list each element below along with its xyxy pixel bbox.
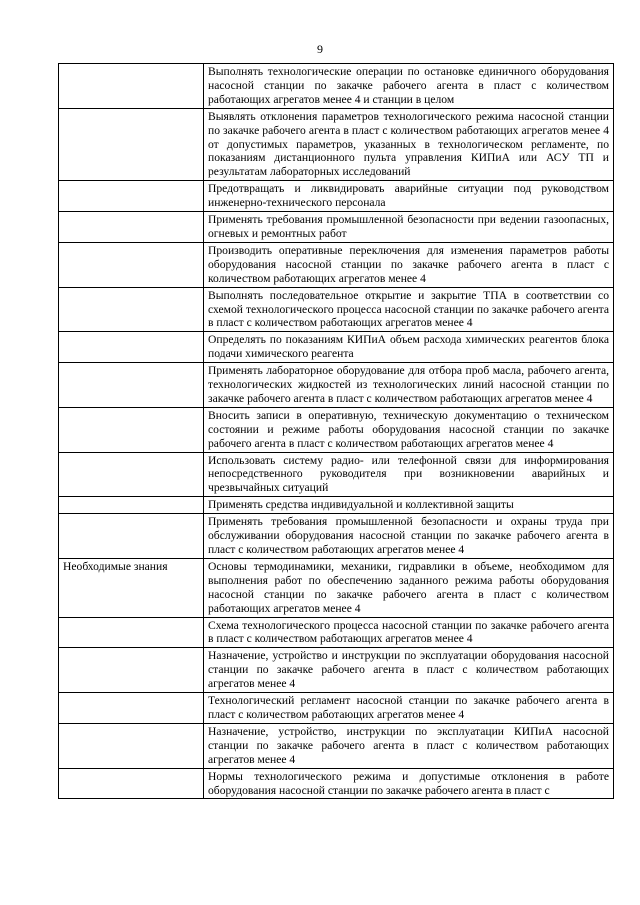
label-cell: [59, 514, 204, 559]
label-cell: [59, 768, 204, 799]
text-cell: Применять требования промышленной безопасности и охраны труда при обслуживании оборудования насосной станции по закачке рабочего агента в пласт с количеством работающих агрегатов менее 4: [204, 514, 614, 559]
label-cell: [59, 693, 204, 724]
label-cell: [59, 497, 204, 514]
label-cell: [59, 452, 204, 497]
page-number: 9: [317, 42, 323, 56]
table-row: [59, 181, 614, 212]
skills-knowledge-table: [58, 63, 614, 799]
text-cell: Выполнять технологические операции по остановке единичного оборудования насосной станции по закачке рабочего агента в пласт с количеством работающих агрегатов менее 4 и станции в целом: [204, 64, 614, 109]
table-row: [59, 407, 614, 452]
table-row: [59, 64, 614, 109]
table-row: [59, 558, 614, 617]
label-cell: [59, 723, 204, 768]
table-row: [59, 648, 614, 693]
text-cell: Назначение, устройство, инструкции по эксплуатации КИПиА насосной станции по закачке рабочего агента в пласт с количеством работающих агрегатов менее 4: [204, 723, 614, 768]
table-row: [59, 497, 614, 514]
table-row: [59, 452, 614, 497]
text-cell: Выявлять отклонения параметров технологического режима насосной станции по закачке рабочего агента в пласт с количеством работающих агрегатов менее 4 от допустимых параметров, указанных в технологическом регламенте, по показаниям дистанционного пульта управления КИПиА или АСУ ТП и результатам лабораторных исследований: [204, 108, 614, 181]
label-cell: [59, 181, 204, 212]
table-row: [59, 723, 614, 768]
table-row: [59, 768, 614, 799]
text-cell: Нормы технологического режима и допустимые отклонения в работе оборудования насосной станции по закачке рабочего агента в пласт с: [204, 768, 614, 799]
text-cell: Вносить записи в оперативную, техническую документацию о техническом состоянии и режиме работы оборудования насосной станции по закачке рабочего агента в пласт с количеством работающих агрегатов менее 4: [204, 407, 614, 452]
text-cell: Использовать систему радио- или телефонной связи для информирования непосредственного руководителя при возникновении аварийных и чрезвычайных ситуаций: [204, 452, 614, 497]
label-cell: [59, 242, 204, 287]
table-row: [59, 287, 614, 332]
label-cell: [59, 108, 204, 181]
text-cell: Выполнять последовательное открытие и закрытие ТПА в соответствии со схемой технологического процесса насосной станции по закачке рабочего агента в пласт с количеством работающих агрегатов менее 4: [204, 287, 614, 332]
table-row: [59, 514, 614, 559]
text-cell: Основы термодинамики, механики, гидравлики в объеме, необходимом для выполнения работ по обеспечению заданного режима работы оборудования насосной станции по закачке рабочего агента в пласт с количеством работающих агрегатов менее 4: [204, 558, 614, 617]
label-cell: [59, 212, 204, 243]
table-row: [59, 212, 614, 243]
text-cell: Технологический регламент насосной станции по закачке рабочего агента в пласт с количеством работающих агрегатов менее 4: [204, 693, 614, 724]
label-cell: [59, 64, 204, 109]
table-row: [59, 617, 614, 648]
table-row: [59, 108, 614, 181]
label-cell: [59, 617, 204, 648]
text-cell: Определять по показаниям КИПиА объем расхода химических реагентов блока подачи химического реагента: [204, 332, 614, 363]
text-cell: Схема технологического процесса насосной станции по закачке рабочего агента в пласт с количеством работающих агрегатов менее 4: [204, 617, 614, 648]
label-cell: [59, 407, 204, 452]
text-cell: Применять лабораторное оборудование для отбора проб масла, рабочего агента, технологических жидкостей из технологических линий насосной станции по закачке рабочего агента в пласт с количеством работающих агрегатов менее 4: [204, 363, 614, 408]
label-cell: [59, 648, 204, 693]
text-cell: Назначение, устройство и инструкции по эксплуатации оборудования насосной станции по закачке рабочего агента в пласт с количеством работающих агрегатов менее 4: [204, 648, 614, 693]
label-cell: [59, 287, 204, 332]
text-cell: Предотвращать и ликвидировать аварийные ситуации под руководством инженерно-технического персонала: [204, 181, 614, 212]
table-row: [59, 332, 614, 363]
text-cell: Применять требования промышленной безопасности при ведении газоопасных, огневых и ремонтных работ: [204, 212, 614, 243]
table-row: [59, 693, 614, 724]
label-cell: [59, 332, 204, 363]
table-row: [59, 242, 614, 287]
text-cell: Производить оперативные переключения для изменения параметров работы оборудования насосной станции по закачке рабочего агента в пласт с количеством работающих агрегатов менее 4: [204, 242, 614, 287]
table-row: [59, 363, 614, 408]
section-label-knowledge: Необходимые знания: [59, 558, 204, 617]
text-cell: Применять средства индивидуальной и коллективной защиты: [204, 497, 614, 514]
label-cell: [59, 363, 204, 408]
